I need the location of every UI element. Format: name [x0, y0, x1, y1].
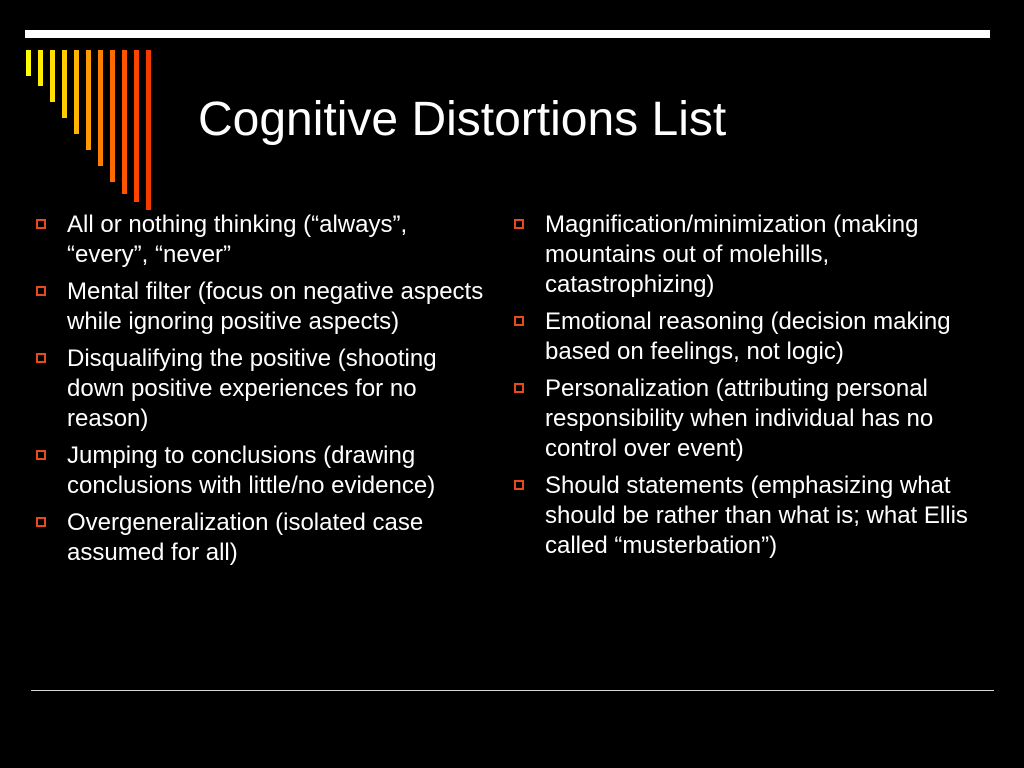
hollow-square-icon: [36, 450, 46, 460]
hollow-square-icon: [36, 353, 46, 363]
bullet-text: Mental filter (focus on negative aspects while ignoring positive aspects): [67, 278, 484, 335]
bullet-item: [36, 210, 486, 270]
hollow-square-icon: [36, 517, 46, 527]
left-bullet-list: [36, 210, 486, 575]
stripe: [86, 50, 91, 150]
hollow-square-icon: [36, 219, 46, 229]
right-bullet-list: [514, 210, 1004, 568]
bullet-item: [514, 307, 1004, 367]
slide-title: Cognitive Distortions List: [198, 93, 727, 146]
hollow-square-icon: [514, 383, 524, 393]
hollow-square-icon: [36, 286, 46, 296]
bullet-text: Personalization (attributing personal responsibility when individual has no control over event): [545, 375, 934, 462]
bullet-text: Jumping to conclusions (drawing conclusions with little/no evidence): [67, 442, 436, 499]
bullet-item: [514, 210, 1004, 300]
stripe: [98, 50, 103, 166]
bullet-item: [514, 374, 1004, 464]
stripe: [26, 50, 31, 76]
bullet-text: Should statements (emphasizing what should be rather than what is; what Ellis called “musterbation”): [545, 472, 968, 559]
stripe: [50, 50, 55, 102]
stripe: [38, 50, 43, 86]
stripe: [146, 50, 151, 210]
stripe: [122, 50, 127, 194]
bullet-text: Emotional reasoning (decision making based on feelings, not logic): [545, 308, 951, 365]
bullet-item: [36, 277, 486, 337]
decorative-stripes: [0, 0, 200, 210]
bullet-text: Magnification/minimization (making mountains out of molehills, catastrophizing): [545, 211, 919, 298]
hollow-square-icon: [514, 480, 524, 490]
stripe: [74, 50, 79, 134]
bullet-text: All or nothing thinking (“always”, “every”, “never”: [67, 211, 408, 268]
stripe: [62, 50, 67, 118]
bullet-item: [36, 344, 486, 434]
hollow-square-icon: [514, 219, 524, 229]
bottom-rule: [31, 690, 994, 691]
bullet-item: [36, 508, 486, 568]
stripe: [110, 50, 115, 182]
bullet-item: [36, 441, 486, 501]
bullet-text: Disqualifying the positive (shooting down positive experiences for no reason): [67, 345, 437, 432]
hollow-square-icon: [514, 316, 524, 326]
bullet-item: [514, 471, 1004, 561]
bullet-text: Overgeneralization (isolated case assumed for all): [67, 509, 424, 566]
stripe: [134, 50, 139, 202]
